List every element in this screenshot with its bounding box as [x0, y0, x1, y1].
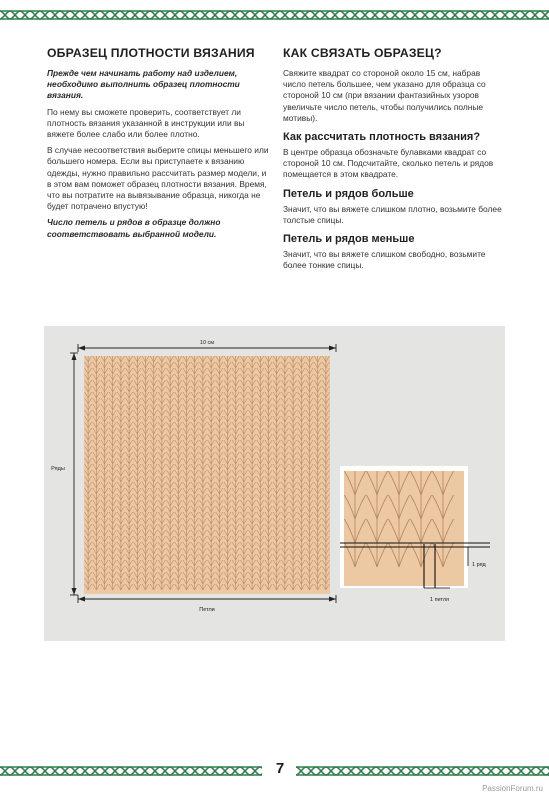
swatch-illustration: [44, 326, 505, 641]
closing-note: Число петель и рядов в образце должно соответствовать выбранной модели.: [47, 217, 221, 239]
intro-paragraph-1: По нему вы сможете проверить, соответствует ли плотность вязания указанной в инструкции или вы вяжете более слабо или более плотно.: [47, 106, 245, 140]
less-heading: Петель и рядов меньше: [283, 233, 415, 246]
less-paragraph: Значит, что вы вяжете слишком свободно, возьмите более тонкие спицы.: [283, 249, 486, 271]
more-paragraph: Значит, что вы вяжете слишком плотно, возьмите более толстые спицы.: [283, 203, 502, 225]
bottom-celtic-border-right: [296, 764, 549, 778]
bottom-celtic-border-left: [0, 764, 262, 778]
calc-heading: Как рассчитать плотность вязания?: [283, 131, 481, 144]
page-number: 7: [275, 760, 285, 777]
watermark: PassionForum.ru: [482, 784, 543, 793]
how-to-knit-title: КАК СВЯЗАТЬ ОБРАЗЕЦ?: [283, 46, 442, 60]
left-column: [47, 46, 272, 245]
top-celtic-border: [0, 8, 549, 22]
one-stitch-label: 1 петля: [430, 597, 450, 603]
width-label: 10 см: [199, 340, 215, 346]
intro-paragraph-2: В случае несоответствия выберите спицы меньшего или большего номера. Если вы приступаете к вязанию одежды, нужно правильно рассчитать размер модели, и в этом вам поможет образец плотности вязания. Время, что вы потратите на вывязывание образца, никогда не будет потрачено впустую!: [47, 145, 269, 212]
stitches-label: Петли: [199, 607, 215, 613]
gauge-swatch-title: ОБРАЗЕЦ ПЛОТНОСТИ ВЯЗАНИЯ: [47, 46, 255, 60]
swatch-diagram: [44, 326, 505, 641]
knit-detail-zoom: [340, 466, 468, 588]
one-row-label: 1 ряд: [472, 562, 486, 568]
calc-paragraph: В центре образца обозначьте булавками квадрат со стороной 10 см. Подсчитайте, сколько петель и рядов помещается в этом квадрате.: [283, 147, 494, 180]
rows-label: Ряды: [51, 466, 65, 472]
how-to-knit-paragraph: Свяжите квадрат со стороной около 15 см, набрав число петель большее, чем указано для образца со стороной 10 см (при вязании фантазийных узоров увеличьте число петель, чтобы получились полные мотивы).: [283, 68, 486, 123]
intro-lead: Прежде чем начинать работу над изделием, необходимо выполнить образец плотности вязания.: [47, 68, 240, 101]
more-heading: Петель и рядов больше: [283, 187, 414, 200]
right-column: [283, 46, 505, 276]
knit-swatch: [84, 356, 330, 594]
